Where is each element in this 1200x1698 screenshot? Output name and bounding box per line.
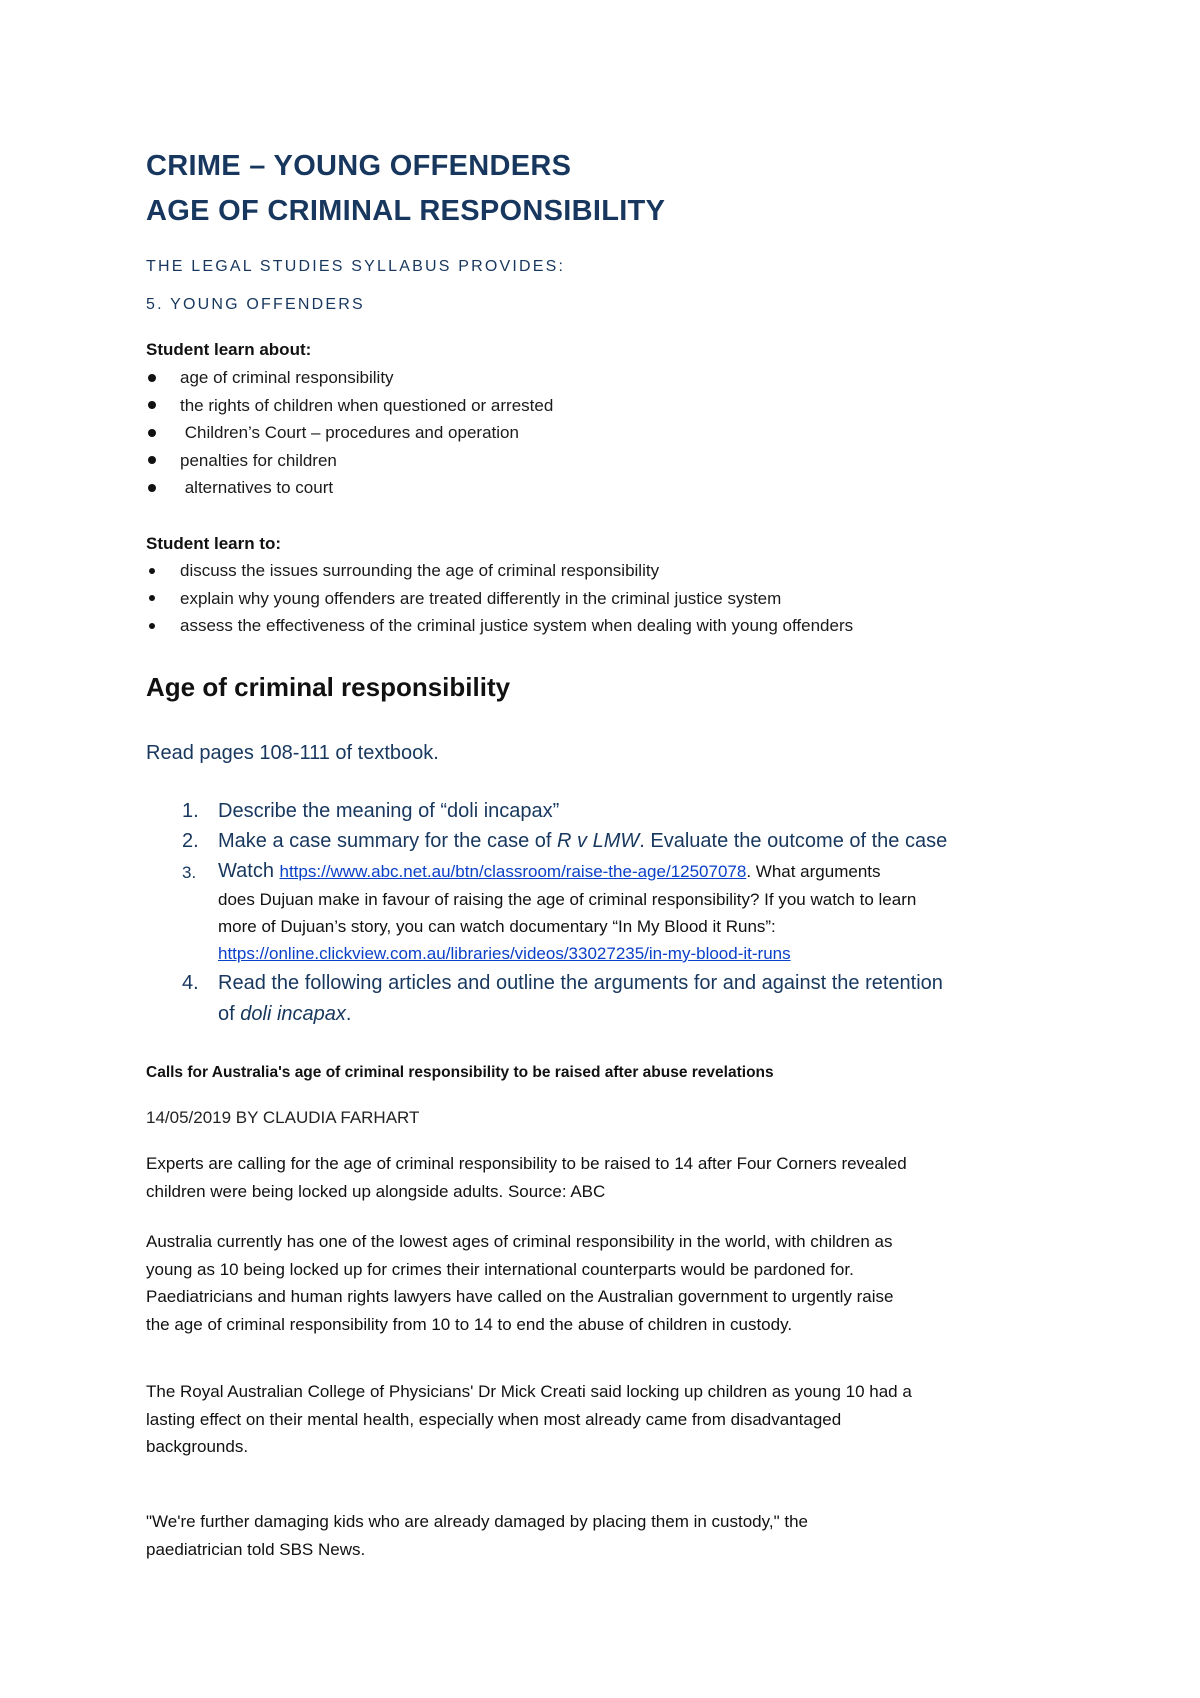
list-item: penalties for children bbox=[180, 447, 553, 475]
question-3-number: 3. bbox=[182, 863, 197, 882]
list-item: alternatives to court bbox=[180, 474, 553, 502]
article-paragraph-4: "We're further damaging kids who are already damaged by placing them in custody," the paediatrician told SBS News. bbox=[146, 1512, 808, 1559]
question-3-line1: Watch https://www.abc.net.au/btn/classroom/raise-the-age/12507078. What arguments bbox=[218, 860, 881, 882]
article-paragraph-1: Experts are calling for the age of criminal responsibility to be raised to 14 after Four Corners revealed children were being locked up alongside adults. Source: ABC bbox=[146, 1154, 907, 1201]
syllabus-label: THE LEGAL STUDIES SYLLABUS PROVIDES: bbox=[146, 258, 566, 275]
bullet-icon bbox=[149, 623, 155, 629]
clickview-video-link[interactable]: https://online.clickview.com.au/libraries/videos/33027235/in-my-blood-it-runs bbox=[218, 944, 791, 963]
learn-to-heading: Student learn to: bbox=[146, 534, 282, 553]
question-3-line3: more of Dujuan’s story, you can watch documentary “In My Blood it Runs”: bbox=[218, 917, 776, 936]
article-byline: 14/05/2019 BY CLAUDIA FARHART bbox=[146, 1108, 420, 1127]
bullet-icon bbox=[148, 374, 156, 382]
section-label: 5. YOUNG OFFENDERS bbox=[146, 296, 365, 313]
page-title-line2: AGE OF CRIMINAL RESPONSIBILITY bbox=[146, 195, 666, 227]
article-paragraph-2: Australia currently has one of the lowest ages of criminal responsibility in the world, with children as young as 10 being locked up for crimes their international counterparts would be pardoned for. Paediatricians and human rights lawyers have called on the Australian government to urgently raise the age of criminal responsibility from 10 to 14 to end the abuse of children in custody. bbox=[146, 1232, 894, 1334]
learn-about-heading: Student learn about: bbox=[146, 340, 312, 359]
question-3-line2: does Dujuan make in favour of raising the age of criminal responsibility? If you watch to learn bbox=[218, 890, 917, 909]
section-heading: Age of criminal responsibility bbox=[146, 672, 511, 702]
question-2-text: Make a case summary for the case of R v LMW. Evaluate the outcome of the case bbox=[218, 830, 948, 852]
learn-about-list bbox=[180, 364, 553, 502]
question-3-line4 bbox=[218, 944, 791, 964]
bullet-icon bbox=[148, 456, 156, 464]
question-2-number: 2. bbox=[182, 830, 199, 852]
case-name: R v LMW bbox=[557, 830, 640, 852]
bullet-icon bbox=[149, 568, 155, 574]
question-1-text: Describe the meaning of “doli incapax” bbox=[218, 800, 560, 822]
article-paragraph-3: The Royal Australian College of Physicians' Dr Mick Creati said locking up children as young 10 had a lasting effect on their mental health, especially when most already came from disadvantaged backgrounds. bbox=[146, 1382, 912, 1456]
list-item: discuss the issues surrounding the age of criminal responsibility bbox=[180, 557, 853, 585]
article-headline: Calls for Australia's age of criminal responsibility to be raised after abuse revelations bbox=[146, 1064, 774, 1081]
question-1-number: 1. bbox=[182, 800, 199, 822]
bullet-icon bbox=[148, 401, 156, 409]
read-instruction: Read pages 108-111 of textbook. bbox=[146, 742, 439, 764]
list-item: age of criminal responsibility bbox=[180, 364, 553, 392]
bullet-icon bbox=[149, 595, 155, 601]
question-4-number: 4. bbox=[182, 972, 199, 994]
question-4-line1: Read the following articles and outline the arguments for and against the retention bbox=[218, 972, 943, 994]
list-item: the rights of children when questioned or arrested bbox=[180, 392, 553, 420]
learn-to-list bbox=[180, 557, 853, 640]
abc-video-link[interactable]: https://www.abc.net.au/btn/classroom/raise-the-age/12507078 bbox=[279, 862, 747, 881]
page-title-line1: CRIME – YOUNG OFFENDERS bbox=[146, 150, 572, 182]
question-4-line2: of doli incapax. bbox=[218, 1003, 352, 1025]
list-item: explain why young offenders are treated differently in the criminal justice system bbox=[180, 585, 853, 613]
list-item: Children’s Court – procedures and operation bbox=[180, 419, 553, 447]
doli-incapax-term: doli incapax bbox=[240, 1003, 346, 1025]
bullet-icon bbox=[148, 429, 156, 437]
bullet-icon bbox=[148, 484, 156, 492]
list-item: assess the effectiveness of the criminal justice system when dealing with young offenders bbox=[180, 612, 853, 640]
